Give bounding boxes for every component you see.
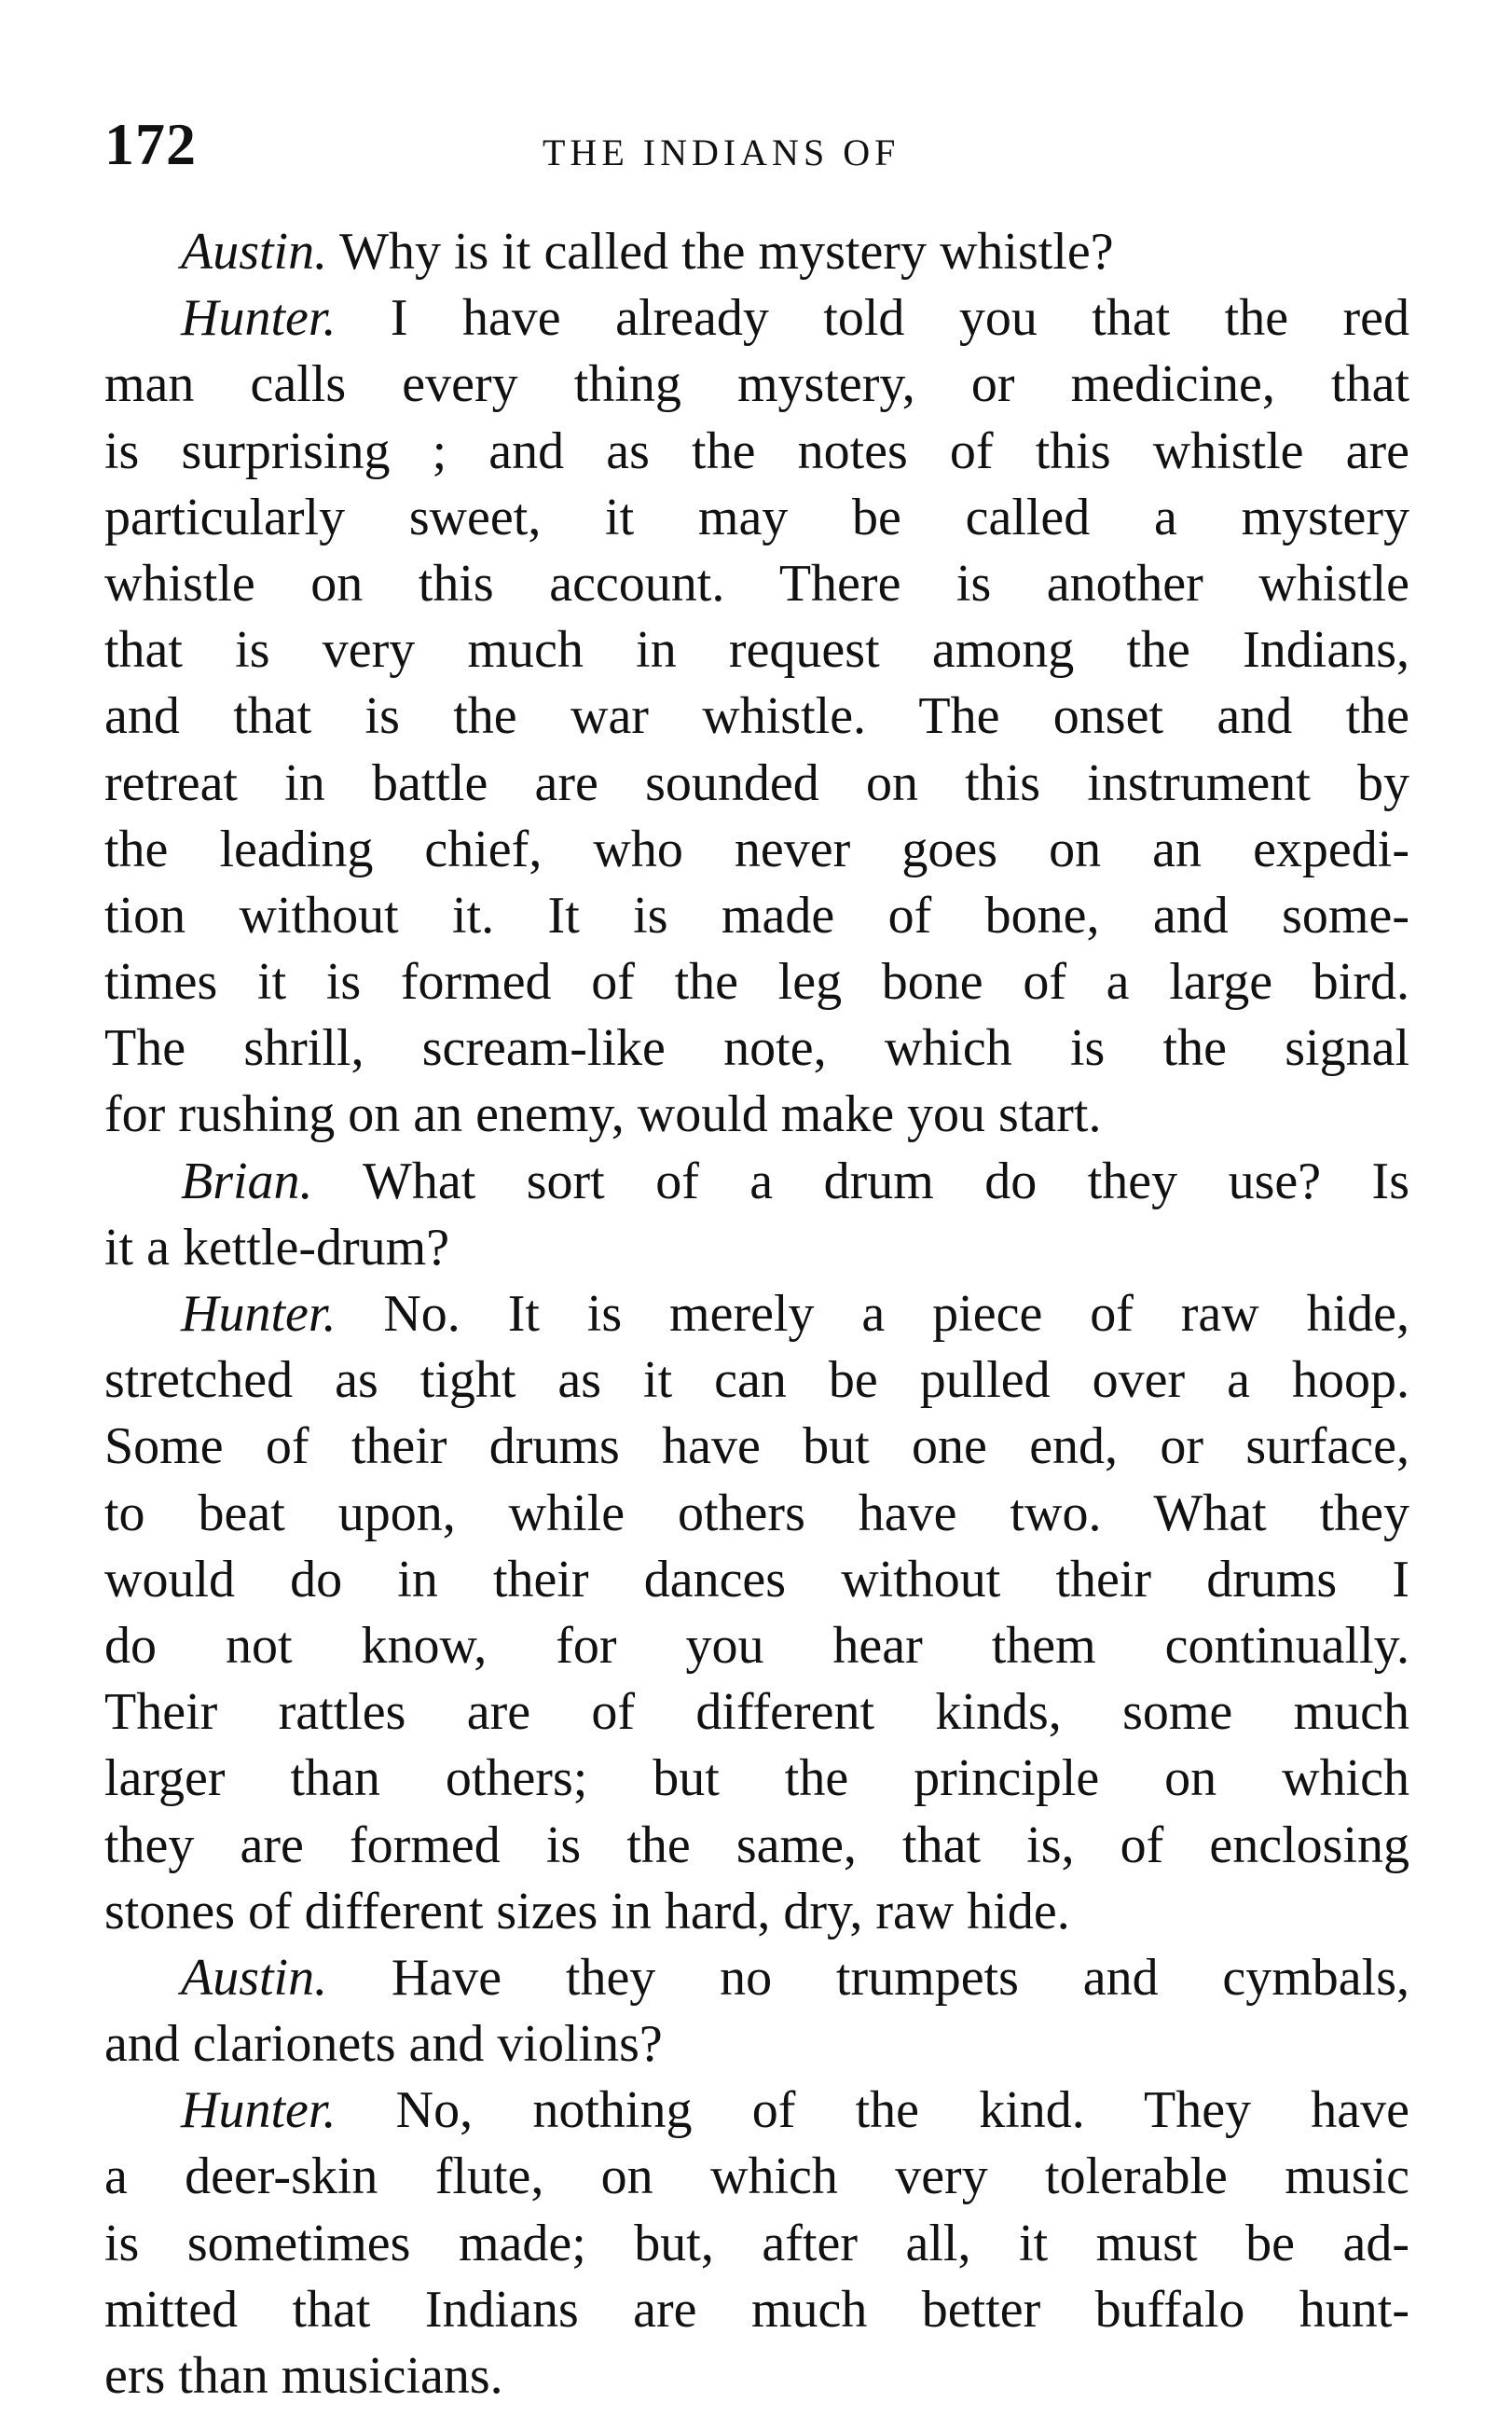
line-text: they are formed is the same, that is, of enclosing bbox=[104, 1816, 1409, 1874]
text-line bbox=[104, 1215, 1409, 1281]
line-text: the leading chief, who never goes on an expedi- bbox=[104, 820, 1409, 878]
line-text: it a kettle-drum? bbox=[104, 1218, 450, 1277]
text-line bbox=[104, 1746, 1409, 1812]
text-line bbox=[104, 352, 1409, 418]
line-text: that is very much in request among the Indians, bbox=[104, 621, 1409, 680]
line-text: Their rattles are of different kinds, some much bbox=[104, 1683, 1409, 1742]
body-text bbox=[104, 219, 1409, 2409]
text-line bbox=[104, 1281, 1409, 1347]
line-text: particularly sweet, it may be called a mystery bbox=[104, 488, 1409, 546]
text-line bbox=[104, 1149, 1409, 1215]
text-line bbox=[104, 617, 1409, 683]
text-line bbox=[104, 1481, 1409, 1547]
line-text: The shrill, scream-like note, which is the signal bbox=[104, 1019, 1409, 1078]
line-text: retreat in battle are sounded on this instrument by bbox=[104, 753, 1409, 812]
line-text: whistle on this account. There is another whistle bbox=[104, 554, 1409, 613]
speaker-name: Austin. bbox=[181, 223, 328, 281]
line-text: No, nothing of the kind. They have bbox=[336, 2081, 1409, 2140]
text-line bbox=[104, 2343, 1409, 2409]
line-text: a deer-skin flute, on which very tolerable music bbox=[104, 2147, 1409, 2206]
text-line bbox=[104, 683, 1409, 750]
line-text: to beat upon, while others have two. What they bbox=[104, 1484, 1409, 1542]
line-text: I have already told you that the red bbox=[336, 289, 1409, 348]
line-text: larger than others; but the principle on which bbox=[104, 1749, 1409, 1808]
speaker-name: Hunter. bbox=[181, 1285, 337, 1343]
line-text: is surprising ; and as the notes of this whistle are bbox=[104, 421, 1409, 480]
text-line bbox=[104, 1015, 1409, 1082]
speaker-name: Hunter. bbox=[181, 289, 337, 348]
text-line bbox=[104, 419, 1409, 485]
line-text: tion without it. It is made of bone, and some- bbox=[104, 886, 1409, 945]
line-text: Some of their drums have but one end, or surface, bbox=[104, 1417, 1409, 1476]
text-line bbox=[104, 817, 1409, 883]
line-text: times it is formed of the leg bone of a large bird. bbox=[104, 953, 1409, 1012]
text-line bbox=[104, 219, 1409, 285]
speaker-name: Hunter. bbox=[181, 2081, 337, 2140]
text-line bbox=[104, 949, 1409, 1015]
line-text: What sort of a drum do they use? Is bbox=[312, 1152, 1409, 1210]
line-text: and that is the war whistle. The onset and the bbox=[104, 687, 1409, 746]
page-header bbox=[104, 110, 1409, 194]
line-text: Have they no trumpets and cymbals, bbox=[327, 1948, 1409, 2007]
text-line bbox=[104, 1879, 1409, 1945]
speaker-name: Austin. bbox=[181, 1948, 328, 2007]
text-line bbox=[104, 485, 1409, 551]
text-line bbox=[104, 1547, 1409, 1613]
page-number: 172 bbox=[104, 111, 197, 177]
text-line bbox=[104, 2011, 1409, 2078]
text-line bbox=[104, 2078, 1409, 2144]
text-line bbox=[104, 2211, 1409, 2277]
text-line bbox=[104, 551, 1409, 617]
text-line bbox=[104, 2144, 1409, 2210]
text-line bbox=[104, 1945, 1409, 2011]
speaker-name: Brian. bbox=[181, 1152, 313, 1210]
line-text: would do in their dances without their drums I bbox=[104, 1550, 1409, 1608]
text-line bbox=[104, 883, 1409, 949]
text-line bbox=[104, 1679, 1409, 1746]
text-line bbox=[104, 1613, 1409, 1679]
line-text: is sometimes made; but, after all, it must be ad- bbox=[104, 2214, 1409, 2272]
text-line bbox=[104, 751, 1409, 817]
line-text: man calls every thing mystery, or medicine, that bbox=[104, 355, 1409, 414]
text-line bbox=[104, 1813, 1409, 1879]
line-text: ers than musicians. bbox=[104, 2347, 503, 2405]
text-line bbox=[104, 1347, 1409, 1414]
text-line bbox=[104, 1082, 1409, 1148]
line-text: stones of different sizes in hard, dry, raw hide. bbox=[104, 1882, 1070, 1940]
line-text: Why is it called the mystery whistle? bbox=[327, 223, 1114, 281]
line-text: and clarionets and violins? bbox=[104, 2015, 663, 2074]
line-text: No. It is merely a piece of raw hide, bbox=[336, 1285, 1409, 1343]
line-text: stretched as tight as it can be pulled over a hoop. bbox=[104, 1351, 1409, 1410]
running-head: THE INDIANS OF bbox=[543, 131, 900, 173]
line-text: for rushing on an enemy, would make you start. bbox=[104, 1085, 1102, 1144]
text-line bbox=[104, 1414, 1409, 1480]
line-text: mitted that Indians are much better buffalo hunt- bbox=[104, 2280, 1409, 2339]
text-line bbox=[104, 285, 1409, 352]
text-line bbox=[104, 2277, 1409, 2343]
line-text: do not know, for you hear them continually. bbox=[104, 1616, 1409, 1675]
